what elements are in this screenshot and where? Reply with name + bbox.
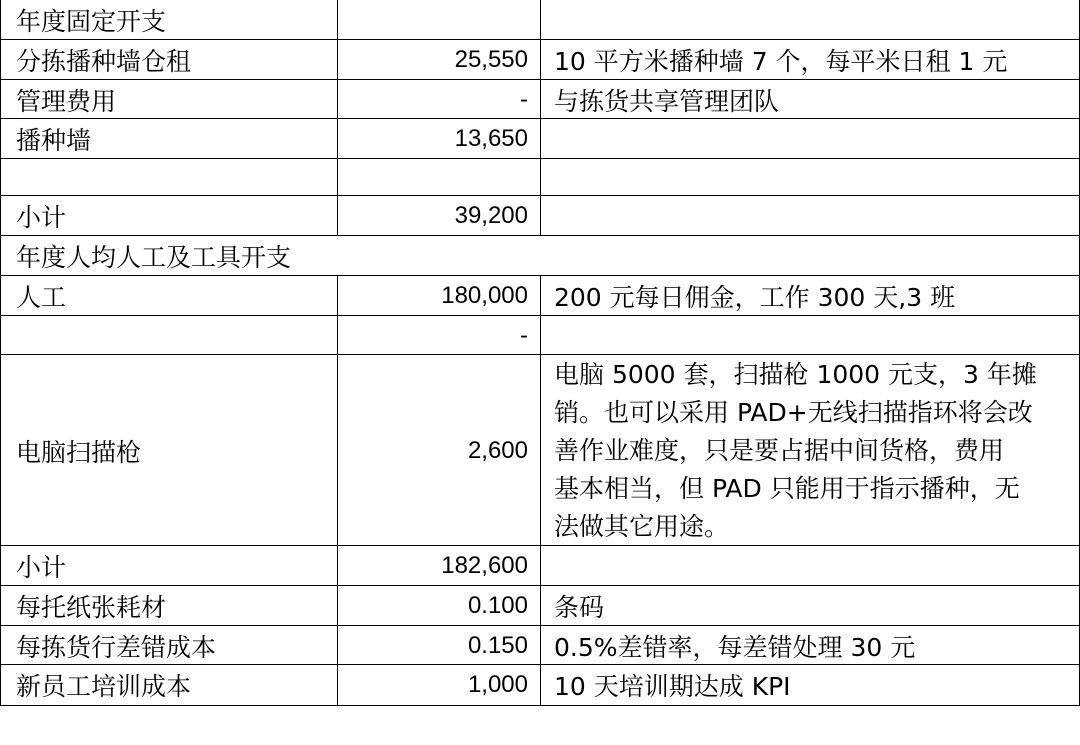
row-amount: 25,550 bbox=[454, 46, 528, 73]
row-note bbox=[541, 316, 1080, 355]
row-amount: - bbox=[520, 321, 528, 349]
row-note: 200 元每日佣金，工作 300 天,3 班 bbox=[554, 283, 956, 312]
row-amount: - bbox=[520, 85, 528, 113]
grid-line bbox=[0, 0, 1, 706]
row-note bbox=[541, 546, 1080, 586]
row-label: 分拣播种墙仓租 bbox=[16, 47, 192, 76]
row-label: 电脑扫描枪 bbox=[16, 437, 142, 467]
row-label bbox=[1, 159, 337, 196]
row-amount: 13,650 bbox=[454, 125, 528, 152]
row-note: 0.5%差错率，每差错处理 30 元 bbox=[554, 632, 916, 662]
note-line: 法做其它用途。 bbox=[554, 511, 730, 541]
row-label bbox=[1, 316, 337, 355]
row-note: 10 天培训期达成 KPI bbox=[554, 672, 791, 701]
note-line: 电脑 5000 套，扫描枪 1000 元支，3 年摊 bbox=[554, 359, 1037, 389]
row-amount bbox=[338, 0, 540, 40]
row-label: 小计 bbox=[16, 203, 67, 232]
note-line: 善作业难度，只是要占据中间货格，费用 bbox=[554, 435, 1005, 465]
grid-line bbox=[337, 275, 338, 706]
row-label: 管理费用 bbox=[16, 86, 117, 116]
row-amount: 2,600 bbox=[467, 436, 528, 464]
row-amount: 1,000 bbox=[467, 671, 528, 698]
row-note: 与拣货共享管理团队 bbox=[554, 86, 780, 116]
row-note bbox=[541, 159, 1080, 196]
row-label: 每托纸张耗材 bbox=[16, 593, 167, 622]
row-note bbox=[541, 196, 1080, 236]
row-label: 人工 bbox=[16, 283, 67, 312]
row-amount: 180,000 bbox=[441, 282, 528, 309]
row-amount: 39,200 bbox=[454, 202, 528, 229]
grid-line bbox=[540, 275, 541, 706]
row-note bbox=[541, 355, 1080, 546]
row-note bbox=[541, 119, 1080, 159]
note-line: 销。也可以采用 PAD+无线扫描指环将会改 bbox=[554, 397, 1033, 427]
row-label: 播种墙 bbox=[16, 126, 92, 155]
row-label: 年度固定开支 bbox=[16, 7, 167, 36]
note-line: 基本相当，但 PAD 只能用于指示播种，无 bbox=[554, 473, 1020, 503]
row-amount: 0.100 bbox=[467, 592, 528, 619]
row-note bbox=[541, 0, 1080, 40]
row-amount bbox=[338, 159, 540, 196]
row-label: 新员工培训成本 bbox=[16, 672, 192, 701]
row-note: 条码 bbox=[554, 593, 605, 622]
row-label: 小计 bbox=[16, 553, 67, 582]
row-note: 10 平方米播种墙 7 个，每平米日租 1 元 bbox=[554, 47, 1008, 76]
section-header-label: 年度人均人工及工具开支 bbox=[16, 243, 292, 272]
grid-line bbox=[540, 0, 541, 236]
grid-line bbox=[337, 0, 338, 236]
row-label: 每拣货行差错成本 bbox=[16, 632, 217, 662]
row-amount: 182,600 bbox=[441, 552, 528, 579]
section-header-row bbox=[0, 236, 1080, 276]
row-amount: 0.150 bbox=[467, 631, 528, 659]
